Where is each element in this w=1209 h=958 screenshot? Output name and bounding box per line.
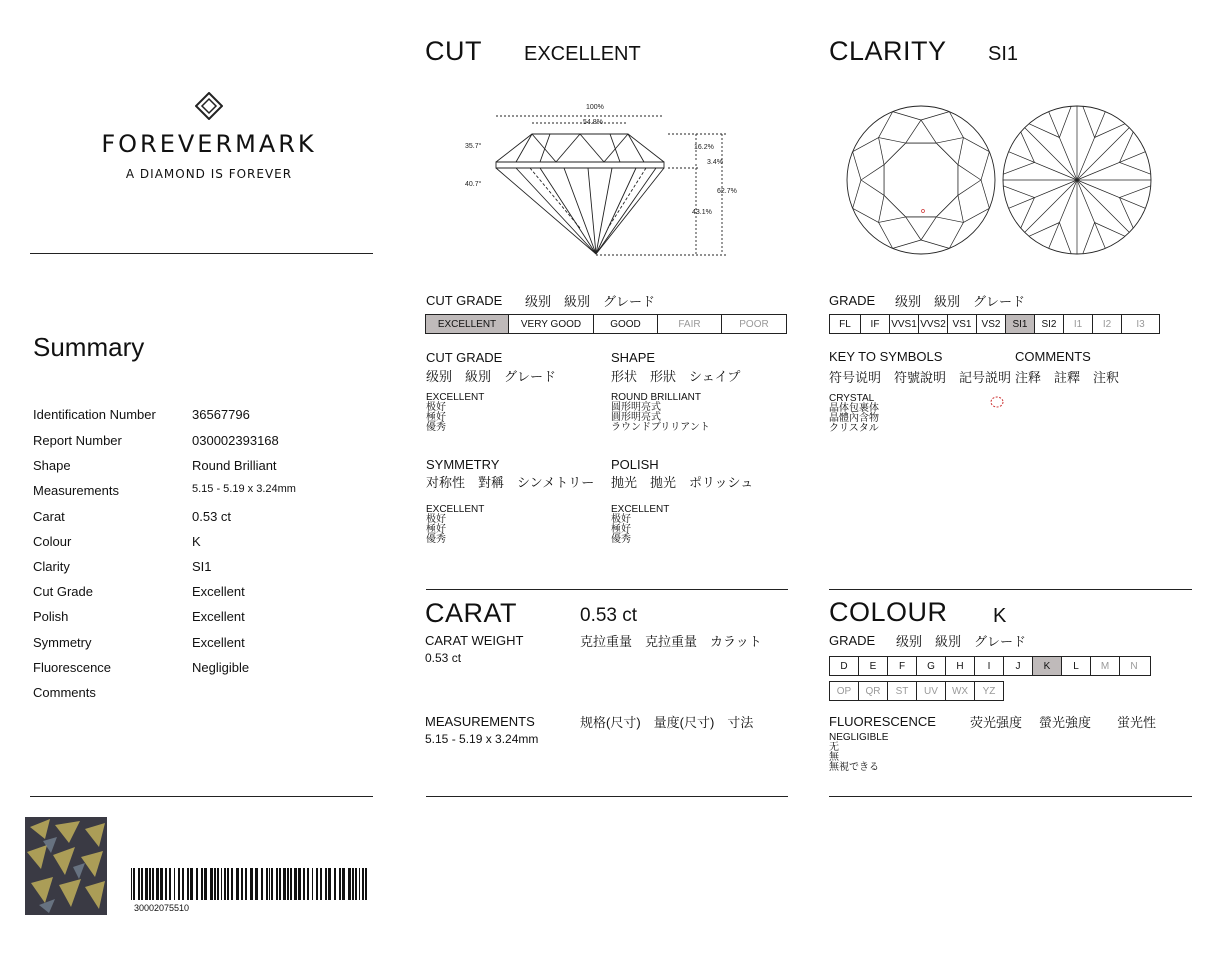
barcode-bar [156, 868, 159, 900]
scale-cell: M [1091, 657, 1120, 675]
barcode-bar [348, 868, 351, 900]
measurements-value: 5.15 - 5.19 x 3.24mm [425, 732, 539, 746]
summary-row [33, 458, 277, 473]
clarity-grade-label: GRADE [829, 293, 876, 308]
fluorescence-jp-2: 螢光強度 [1039, 715, 1092, 730]
barcode-bar [325, 868, 327, 900]
summary-value: Negligible [192, 660, 250, 675]
symmetry-label: SYMMETRY [426, 457, 500, 472]
value-t3: 優秀 [611, 534, 631, 545]
scale-cell: N [1130, 660, 1138, 672]
diagram-label: 35.7° [465, 143, 482, 150]
key-to-symbols-jp: 符号说明 符號說明 記号説明 [829, 370, 1012, 385]
brand-tagline: A DIAMOND IS FOREVER [125, 167, 293, 181]
value-t1: 极好 [426, 514, 446, 525]
facet-line [1059, 106, 1071, 137]
summary-row [33, 433, 279, 448]
scale-cell: I3 [1136, 318, 1145, 330]
scale-cell: VVS2 [919, 315, 948, 333]
barcode-bar [245, 868, 247, 900]
value-t2: 極好 [611, 524, 631, 535]
value-en: NEGLIGIBLE [829, 732, 889, 743]
summary-label: Fluorescence [33, 660, 112, 675]
summary-value: 36567796 [192, 407, 250, 422]
value-t2: 極好 [426, 412, 446, 423]
colour-grade-scale-2 [829, 681, 1004, 701]
carat-weight-label: CARAT WEIGHT [425, 633, 524, 648]
summary-value: Excellent [192, 609, 245, 624]
clarity-title: CLARITY [829, 36, 947, 66]
barcode-bar [145, 868, 148, 900]
value-en: ROUND BRILLIANT [611, 392, 702, 403]
summary-row [33, 635, 245, 650]
summary-row [33, 685, 96, 700]
scale-cell: G [917, 657, 946, 675]
facet-line [958, 138, 963, 165]
measurements-jp: 规格(尺寸) 量度(尺寸) 寸法 [580, 715, 754, 730]
clarity-value: SI1 [988, 43, 1019, 65]
fluorescence-jp-1: 荧光强度 [970, 715, 1023, 730]
polish-label: POLISH [611, 457, 659, 472]
diamond-logo-icon [195, 92, 223, 120]
value-t2: 圓形明亮式 [611, 412, 661, 423]
barcode-bar [287, 868, 289, 900]
divider [829, 796, 1192, 797]
diagram-label: 43.1% [692, 209, 712, 216]
scale-cell: VS1 [948, 315, 977, 333]
barcode-bar [316, 868, 318, 900]
cut-value: EXCELLENT [524, 43, 641, 65]
barcode-bar [283, 868, 286, 900]
value-t3: クリスタル [829, 423, 879, 434]
barcode-bar [210, 868, 213, 900]
facet-line [963, 208, 989, 222]
clarity-plot-diagram [845, 104, 1155, 256]
crystal-symbol-icon [989, 395, 1005, 409]
barcode-bar [266, 868, 268, 900]
facet-line [861, 165, 884, 180]
facet-line [1003, 186, 1034, 198]
barcode-bar [362, 868, 364, 900]
carat-weight-jp: 克拉重量 克拉重量 カラット [580, 634, 762, 649]
barcode-bar [236, 868, 239, 900]
comments-label: COMMENTS [1015, 349, 1091, 364]
summary-row [33, 509, 232, 524]
scale-cell: J [1004, 657, 1033, 675]
barcode-bar [334, 868, 336, 900]
summary-value: Round Brilliant [192, 458, 277, 473]
barcode-bar [201, 868, 203, 900]
barcode-bar [359, 868, 360, 900]
value-t3: 優秀 [426, 422, 446, 433]
colour-value: K [993, 605, 1007, 627]
summary-value: 030002393168 [192, 433, 279, 448]
colour-grade-label: GRADE [829, 633, 876, 648]
facet-line [1025, 180, 1077, 232]
barcode-bar [290, 868, 292, 900]
summary-row [33, 407, 250, 422]
barcode-bar [224, 868, 226, 900]
cut-grade-label: CUT GRADE [426, 293, 503, 308]
facet-line [949, 112, 963, 138]
barcode-bar [169, 868, 171, 900]
facet-line [879, 217, 906, 222]
barcode-bar [279, 868, 281, 900]
crown-outline [847, 106, 995, 254]
colour-grade-scale [829, 656, 1151, 676]
facet-line [1083, 106, 1095, 137]
value-en: EXCELLENT [426, 504, 485, 515]
scale-cell: F [888, 657, 917, 675]
colour-grade-jp: 级别 級別 グレード [896, 634, 1027, 649]
summary-label: Cut Grade [33, 584, 93, 599]
facet-line [893, 112, 921, 120]
facet-line [1083, 222, 1095, 253]
value-en: EXCELLENT [426, 392, 485, 403]
facet-line [1119, 186, 1150, 198]
value-t3: ラウンドブリリアント [611, 422, 710, 433]
barcode-bar [141, 868, 143, 900]
diagram-label: 100% [586, 104, 604, 111]
value-t1: 晶体包裹体 [829, 403, 879, 414]
facet-line [1119, 162, 1150, 174]
scale-cell: WX [946, 682, 975, 700]
scale-cell: VERY GOOD [509, 315, 594, 333]
scale-cell: QR [859, 682, 888, 700]
barcode [131, 868, 371, 900]
barcode-bar [307, 868, 309, 900]
facet-line [879, 195, 884, 222]
diagram-label: 3.4% [707, 159, 723, 166]
key-to-symbols-label: KEY TO SYMBOLS [829, 349, 943, 364]
carat-weight-value: 0.53 ct [425, 651, 462, 665]
summary-value: Excellent [192, 635, 245, 650]
sub-cut-grade-jp: 级别 級別 グレード [426, 369, 557, 384]
facet-line [853, 138, 879, 152]
barcode-bar [178, 868, 180, 900]
barcode-bar [165, 868, 167, 900]
shape-label: SHAPE [611, 350, 656, 365]
summary-row [33, 609, 245, 624]
facet-line [893, 240, 921, 248]
barcode-bar [312, 868, 313, 900]
scale-cell: E [859, 657, 888, 675]
barcode-bar [269, 868, 270, 900]
barcode-bar [160, 868, 163, 900]
facet-line [853, 208, 879, 222]
summary-label: Symmetry [33, 635, 92, 650]
facet-line [949, 222, 963, 248]
polish-value [611, 505, 669, 545]
summary-label: Measurements [33, 483, 119, 498]
scale-cell: VVS1 [890, 315, 919, 333]
scale-cell: OP [830, 682, 859, 700]
summary-label: Carat [33, 509, 65, 524]
divider [426, 796, 788, 797]
summary-label: Identification Number [33, 407, 156, 422]
facet-line [1025, 128, 1077, 180]
barcode-bar [342, 868, 345, 900]
scale-cell: UV [917, 682, 946, 700]
barcode-bar [365, 868, 367, 900]
divider [829, 589, 1192, 590]
value-t2: 晶體內含物 [829, 413, 879, 424]
summary-label: Comments [33, 685, 96, 700]
barcode-bar [352, 868, 354, 900]
clarity-grade-jp: 级别 級別 グレード [895, 294, 1026, 309]
facet-line [921, 120, 936, 143]
measurements-label: MEASUREMENTS [425, 714, 535, 729]
summary-value: K [192, 534, 201, 549]
facet-line [921, 112, 949, 120]
carat-value: 0.53 ct [580, 605, 638, 626]
facet-line [936, 138, 963, 143]
value-t3: 無視できる [829, 762, 879, 773]
shape-value [611, 393, 710, 433]
barcode-bar [187, 868, 189, 900]
divider [30, 253, 373, 254]
barcode-bar [355, 868, 357, 900]
summary-row [33, 584, 245, 599]
barcode-bar [204, 868, 207, 900]
barcode-bar [250, 868, 253, 900]
summary-value: Excellent [192, 584, 245, 599]
barcode-bar [152, 868, 154, 900]
facet-line [853, 180, 861, 208]
comments-jp: 注释 註釋 注釈 [1015, 370, 1120, 385]
barcode-bar [131, 868, 132, 900]
clarity-grade-scale [829, 314, 1160, 334]
barcode-bar [303, 868, 305, 900]
barcode-bar [271, 868, 273, 900]
value-en: CRYSTAL [829, 393, 875, 404]
barcode-bar [255, 868, 258, 900]
barcode-bar [217, 868, 219, 900]
barcode-bar [339, 868, 341, 900]
summary-row [33, 660, 250, 675]
symbol-crystal [829, 394, 879, 434]
scale-cell: L [1062, 657, 1091, 675]
facet-line [936, 217, 963, 222]
summary-label: Report Number [33, 433, 122, 448]
facet-line [921, 240, 949, 248]
divider [426, 589, 788, 590]
summary-label: Clarity [33, 559, 70, 574]
summary-label: Shape [33, 458, 71, 473]
barcode-bar [190, 868, 193, 900]
scale-cell: YZ [982, 685, 996, 697]
facet-line [906, 120, 921, 143]
barcode-number: 30002075510 [134, 903, 190, 913]
facet-line [921, 217, 936, 240]
colour-title: COLOUR [829, 597, 948, 627]
facet-line [906, 217, 921, 240]
cut-grade-jp: 级别 級別 グレード [525, 294, 656, 309]
diagram-label: 54.8% [583, 119, 603, 126]
barcode-bar [182, 868, 184, 900]
barcode-bar [320, 868, 322, 900]
facet-line [958, 195, 963, 222]
facet-line [1077, 128, 1129, 180]
barcode-bar [241, 868, 243, 900]
scale-cell: FAIR [658, 315, 722, 333]
facet-line [879, 138, 906, 143]
scale-cell: SI1 [1006, 315, 1035, 333]
value-t1: 极好 [611, 514, 631, 525]
facet-line [981, 180, 989, 208]
summary-title: Summary [33, 332, 145, 362]
diamond-profile-diagram [460, 98, 750, 258]
crystal-mark [922, 210, 925, 213]
facet-line [1077, 180, 1129, 232]
scale-cell: POOR [739, 318, 769, 330]
scale-cell: FL [830, 315, 861, 333]
summary-value: SI1 [192, 559, 212, 574]
facet-line [1003, 162, 1034, 174]
scale-cell: H [946, 657, 975, 675]
barcode-bar [138, 868, 140, 900]
sub-cut-grade-label: CUT GRADE [426, 350, 503, 365]
barcode-bar [261, 868, 263, 900]
scale-cell: D [830, 657, 859, 675]
facet-line [963, 138, 989, 152]
table-facet [884, 143, 958, 217]
scale-cell: I1 [1064, 315, 1093, 333]
barcode-bar [276, 868, 278, 900]
value-t1: 极好 [426, 402, 446, 413]
fluorescence-value [829, 733, 888, 773]
barcode-bar [227, 868, 229, 900]
barcode-bar [298, 868, 301, 900]
cut-title: CUT [425, 36, 482, 66]
divider [30, 796, 373, 797]
facet-line [879, 138, 884, 165]
brand-name: FOREVERMARK [101, 130, 317, 158]
value-t2: 無 [829, 752, 839, 763]
value-t1: 圆形明亮式 [611, 402, 661, 413]
sub-cut-grade-value [426, 393, 484, 433]
facet-line [853, 152, 861, 180]
value-t2: 極好 [426, 524, 446, 535]
scale-cell: I [975, 657, 1004, 675]
summary-label: Colour [33, 534, 72, 549]
scale-cell: SI2 [1035, 315, 1064, 333]
facet-line [958, 165, 981, 180]
scale-cell: K [1033, 657, 1062, 675]
summary-value: 5.15 - 5.19 x 3.24mm [192, 483, 296, 495]
diagram-label: 62.7% [717, 188, 737, 195]
fluorescence-label: FLUORESCENCE [829, 714, 936, 729]
hologram-seal [25, 817, 107, 915]
value-t1: 无 [829, 742, 839, 753]
summary-label: Polish [33, 609, 69, 624]
scale-cell: ST [888, 682, 917, 700]
fluorescence-jp-3: 蛍光性 [1117, 715, 1157, 730]
barcode-bar [133, 868, 135, 900]
summary-value: 0.53 ct [192, 509, 232, 524]
polish-jp: 抛光 拋光 ポリッシュ [611, 475, 754, 490]
barcode-bar [231, 868, 233, 900]
scale-cell: I2 [1093, 315, 1122, 333]
facet-line [861, 180, 884, 195]
symmetry-jp: 对称性 對稱 シンメトリー [426, 475, 595, 490]
facet-line [879, 222, 893, 248]
facet-line [879, 112, 893, 138]
diagram-label: 16.2% [694, 144, 714, 151]
diagram-label: 40.7° [465, 181, 482, 188]
barcode-bar [221, 868, 222, 900]
summary-row [33, 534, 201, 549]
barcode-bar [149, 868, 151, 900]
summary-row [33, 483, 296, 498]
scale-cell: VS2 [977, 315, 1006, 333]
symmetry-value [426, 505, 484, 545]
summary-row [33, 559, 212, 574]
value-t3: 優秀 [426, 534, 446, 545]
facet-line [1059, 222, 1071, 253]
scale-cell: GOOD [594, 315, 658, 333]
facet-line [958, 180, 981, 195]
barcode-bar [174, 868, 175, 900]
cut-grade-scale [425, 314, 787, 334]
barcode-bar [196, 868, 198, 900]
barcode-bar [294, 868, 297, 900]
scale-cell: IF [861, 315, 890, 333]
value-en: EXCELLENT [611, 504, 670, 515]
shape-jp: 形状 形狀 シェイプ [611, 369, 741, 384]
facet-line [981, 152, 989, 180]
scale-cell: EXCELLENT [426, 315, 509, 333]
barcode-bar [214, 868, 216, 900]
barcode-bar [328, 868, 331, 900]
carat-title: CARAT [425, 598, 518, 628]
